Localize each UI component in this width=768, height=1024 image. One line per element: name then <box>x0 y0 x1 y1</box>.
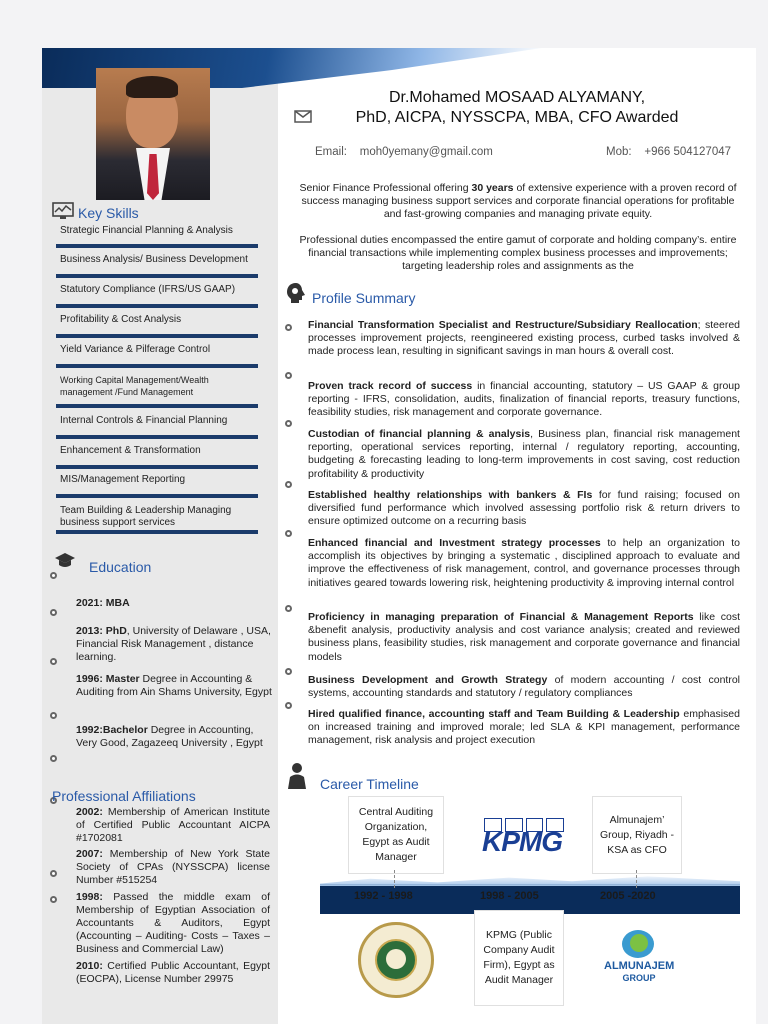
bullet-icon <box>285 668 292 675</box>
skill-item: Profitability & Cost Analysis <box>60 314 182 325</box>
head-gears-icon <box>286 282 306 304</box>
timeline-card-kpmg: KPMG (Public Company Audit Firm), Egypt as Audit Manager <box>474 910 564 1006</box>
affiliations-title: Professional Affiliations <box>52 788 196 804</box>
timeline-year: 1992 - 1998 <box>354 890 413 902</box>
profile-item: Enhanced financial and Investment strategy processes to help an organization to accomplish its objectives by bringing a systematic , disciplined approach to evaluate and improve the effectiveness of risk management, control, and governance processes through initiatives geared towards lowering risk, heightening productivity & improving internal control <box>308 537 741 589</box>
almunajem-logo: ALMUNAJEM GROUP <box>604 930 674 1000</box>
email-row: Email: moh0yemany@gmail.com <box>315 146 493 158</box>
education-item: 1992:Bachelor Degree in Accounting, Very Good, Zagazeeq University , Egypt <box>76 724 263 749</box>
kpmg-logo: KPMG <box>474 818 570 858</box>
email-link[interactable]: moh0yemany@gmail.com <box>359 146 493 158</box>
timeline-connector <box>394 870 395 888</box>
skill-divider <box>56 334 258 338</box>
central-auditing-seal <box>358 922 434 998</box>
timeline-year: 1998 - 2005 <box>480 890 539 902</box>
skill-item: Yield Variance & Pilferage Control <box>60 344 211 355</box>
bullet-icon <box>285 420 292 427</box>
bullet-icon <box>50 896 57 903</box>
education-title: Education <box>89 559 152 575</box>
profile-photo <box>96 68 210 200</box>
affiliation-item: 2010: Certified Public Accountant, Egypt (EOCPA), License Number 29975 <box>76 960 270 985</box>
skill-divider <box>56 304 258 308</box>
skill-item: Internal Controls & Financial Planning <box>60 415 228 426</box>
bullet-icon <box>50 658 57 665</box>
bullet-icon <box>285 481 292 488</box>
bullet-icon <box>50 712 57 719</box>
skill-item: Strategic Financial Planning & Analysis <box>60 225 233 236</box>
skill-divider <box>56 465 258 469</box>
timeline-connector <box>636 870 637 888</box>
profile-item: Business Development and Growth Strategy of modern accounting / cost control systems, accounting standards and statutory / regulatory compliances <box>308 674 740 700</box>
profile-summary-title: Profile Summary <box>312 290 416 306</box>
skill-divider <box>56 274 258 278</box>
bullet-icon <box>285 605 292 612</box>
education-item: 1996: Master Degree in Accounting & Auditing from Ain Shams University, Egypt <box>76 673 272 698</box>
skill-item: Enhancement & Transformation <box>60 445 201 456</box>
bullet-icon <box>50 609 57 616</box>
skills-title: Key Skills <box>78 205 139 221</box>
skill-item: Statutory Compliance (IFRS/US GAAP) <box>60 284 236 295</box>
skill-divider <box>56 244 258 248</box>
intro-paragraph-2: Professional duties encompassed the entire gamut of corporate and holding company’s. entire financial transactions while implementing complex business processes and improvements; targeting leadership roles and assignments as the <box>299 234 737 272</box>
skill-divider <box>56 364 258 368</box>
skill-divider <box>56 530 258 534</box>
bullet-icon <box>285 324 292 331</box>
mobile-row: Mob: +966 504127047 <box>606 146 732 158</box>
profile-item: Proven track record of success in financial accounting, statutory – US GAAP & group reporting - IFRS, consolidation, audits, finalization of financial reports, treasury functions, feasibility studies, risk management and corporate governance. <box>308 380 740 419</box>
profile-item: Established healthy relationships with bankers & FIs for fund raising; focused on diversified fund performance which involved assessing portfolio risk & return drivers to ensure optimized outcome on a recurring basis <box>308 489 740 528</box>
skill-divider <box>56 404 258 408</box>
affiliation-item: 1998: Passed the middle exam of Membership of Egyptian Association of Accountants & Auditors, Egypt (Accounting – Auditing- Costs – Taxes – Business and Commercial Law) <box>76 891 270 955</box>
resume-page <box>42 48 756 1024</box>
bullet-icon <box>285 372 292 379</box>
affiliation-item: 2002: Membership of American Institute of Certified Public Accountant AICPA #1702081 <box>76 806 270 844</box>
profile-item: Proficiency in managing preparation of Financial & Management Reports like cost &benefit analysis, productivity analysis and cost variance analysis; created and reviewed business plans, feasibility studies, risk management and corporate governance and financial models <box>308 611 740 663</box>
skill-divider <box>56 435 258 439</box>
profile-item: Custodian of financial planning & analysis, Business plan, financial risk management reporting, operational services reporting, internal / regulatory reporting, accounting, budgeting & forecasting leading to long-term improvements in cost saving, cost reduction profitability & productivity <box>308 428 740 480</box>
skills-icon <box>52 202 74 220</box>
skill-divider <box>56 494 258 498</box>
bullet-icon <box>285 702 292 709</box>
affiliation-item: 2007: Membership of New York State Society of CPAs (NYSSCPA) license Number #515254 <box>76 848 270 886</box>
profile-item: Hired qualified finance, accounting staff and Team Building & Leadership emphasised on increased training and improved morale; led SLA & KPI management, performance management, risk analysis and project execution <box>308 708 740 747</box>
timeline-year: 2005 -2020 <box>600 890 656 902</box>
main-column <box>278 48 756 1024</box>
timeline-card-central-auditing: Central Auditing Organization, Egypt as Audit Manager <box>348 796 444 874</box>
bullet-icon <box>50 870 57 877</box>
intro-paragraph-1: Senior Finance Professional offering 30 years of extensive experience with a proven record of success managing business support services and corporate financial operations for profitable and fast-growing companies and managing private equity. <box>299 182 737 220</box>
bullet-icon <box>50 755 57 762</box>
profile-item: Financial Transformation Specialist and Restructure/Subsidiary Reallocation; steered processes improvement projects, reengineered existing process, curbed tasks involved & made process lean, resulting in significant savings in man hours & overall cost. <box>308 319 741 358</box>
bullet-icon <box>285 530 292 537</box>
skill-item: MIS/Management Reporting <box>60 474 186 485</box>
education-item: 2013: PhD, University of Delaware , USA, Financial Risk Management , distance learning. <box>76 625 271 663</box>
person-icon <box>286 762 308 790</box>
graduation-cap-icon <box>54 552 76 570</box>
skill-item: Working Capital Management/Wealth management /Fund Management <box>60 375 209 397</box>
skill-item: Team Building & Leadership Managing business support services <box>60 505 232 528</box>
career-timeline-title: Career Timeline <box>320 776 419 792</box>
candidate-name: Dr.Mohamed MOSAAD ALYAMANY, PhD, AICPA, NYSSCPA, MBA, CFO Awarded <box>355 89 679 126</box>
education-item: 2021: MBA <box>76 597 130 609</box>
bullet-icon <box>50 572 57 579</box>
timeline-card-almunajem: Almunajem’ Group, Riyadh - KSA as CFO <box>592 796 682 874</box>
skill-item: Business Analysis/ Business Development <box>60 254 248 265</box>
